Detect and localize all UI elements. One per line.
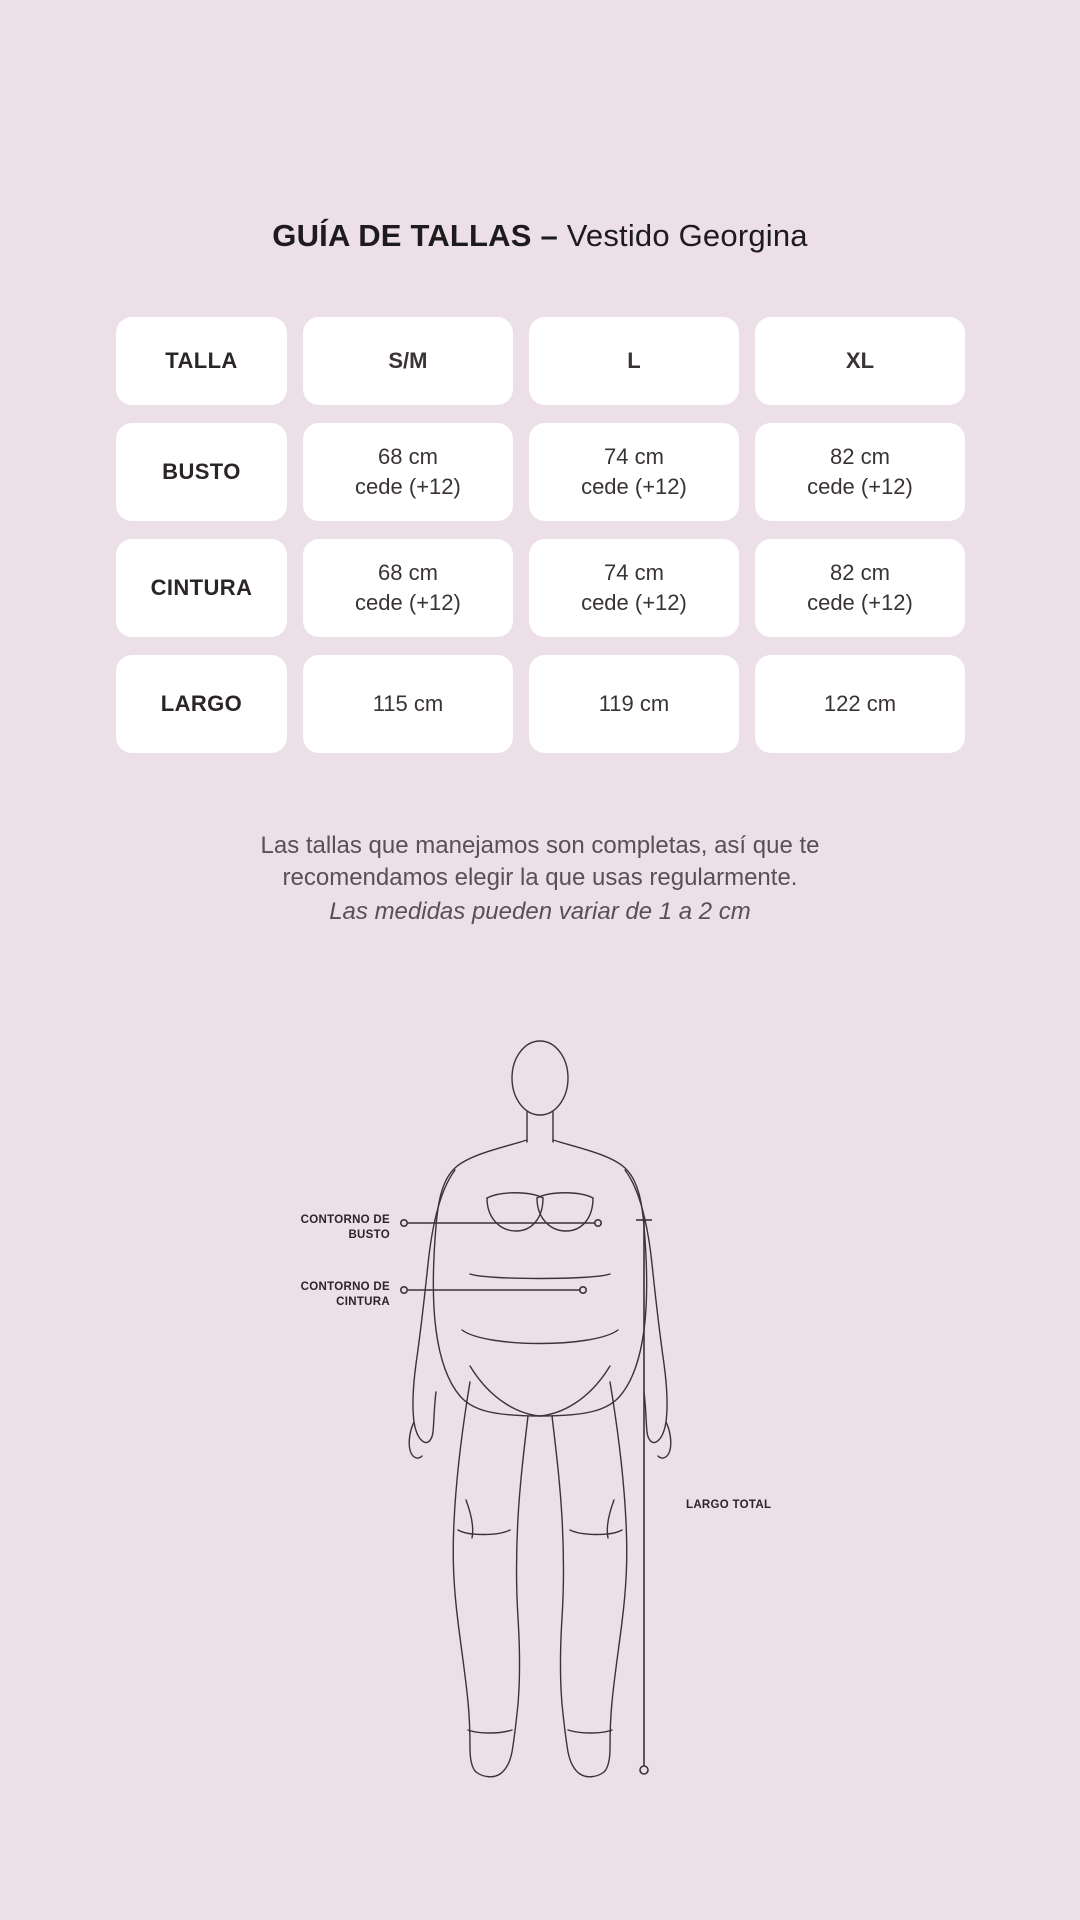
size-note	[0, 830, 1080, 928]
table-header-size-sm: S/M	[303, 317, 513, 405]
figure-foot-left	[476, 1772, 500, 1777]
figure-ankle-right	[568, 1730, 612, 1733]
table-row-label-busto: BUSTO	[116, 423, 287, 521]
table-cell-busto-sm	[303, 423, 513, 521]
figure-knee-detail-left	[466, 1500, 473, 1538]
table-cell-value: 82 cm	[830, 444, 890, 470]
figure-bust-line-right	[537, 1193, 593, 1198]
table-header-row	[116, 317, 965, 405]
figure-head	[512, 1041, 568, 1115]
label-waist-line2: CINTURA	[336, 1296, 390, 1308]
figure-bust-line-left	[487, 1193, 543, 1198]
table-cell-note: cede (+12)	[355, 474, 461, 499]
table-header-size-xl: XL	[755, 317, 965, 405]
table-cell-note: cede (+12)	[581, 590, 687, 615]
table-row	[116, 539, 965, 637]
table-cell-value: 74 cm	[604, 444, 664, 470]
table-cell-largo-sm: 115 cm	[303, 655, 513, 753]
figure-bust-right	[537, 1198, 593, 1231]
table-row-label-largo: LARGO	[116, 655, 287, 753]
waist-leader-dot-left	[401, 1287, 407, 1293]
page-title-light: Vestido Georgina	[557, 218, 808, 253]
size-note-line2: recomendamos elegir la que usas regularmente.	[282, 863, 798, 891]
table-header-size-l: L	[529, 317, 739, 405]
label-bust-line2: BUSTO	[348, 1229, 390, 1241]
table-cell-busto-l	[529, 423, 739, 521]
table-cell-note: cede (+12)	[807, 474, 913, 499]
page-title	[0, 218, 1080, 254]
label-waist-line1: CONTORNO DE	[300, 1281, 390, 1293]
page-title-strong: GUÍA DE TALLAS –	[272, 218, 558, 253]
table-row-label-cintura: CINTURA	[116, 539, 287, 637]
table-row	[116, 655, 965, 753]
bust-leader-dot-right	[595, 1220, 601, 1226]
figure-briefs	[470, 1366, 610, 1416]
table-cell-value: 82 cm	[830, 560, 890, 586]
length-leader-dot-bottom	[640, 1766, 648, 1774]
table-row	[116, 423, 965, 521]
figure-knee-detail-right	[607, 1500, 614, 1538]
table-cell-value: 74 cm	[604, 560, 664, 586]
table-cell-note: cede (+12)	[355, 590, 461, 615]
figure-bust-left	[487, 1198, 543, 1231]
label-bust-line1: CONTORNO DE	[300, 1214, 390, 1226]
figure-ankle-left	[468, 1730, 512, 1733]
figure-hip-line	[462, 1330, 618, 1344]
figure-knee-left	[458, 1530, 510, 1535]
table-cell-cintura-l	[529, 539, 739, 637]
table-cell-note: cede (+12)	[581, 474, 687, 499]
table-cell-note: cede (+12)	[807, 590, 913, 615]
table-cell-largo-xl: 122 cm	[755, 655, 965, 753]
figure-waist-line	[470, 1274, 610, 1279]
table-cell-cintura-sm	[303, 539, 513, 637]
table-cell-value: 68 cm	[377, 560, 438, 586]
figure-leg-right-inner	[552, 1416, 580, 1774]
figure-foot-right	[580, 1772, 604, 1777]
figure-leg-right-outer	[604, 1382, 627, 1772]
label-total-length: LARGO TOTAL	[686, 1499, 772, 1511]
figure-neck	[527, 1112, 553, 1142]
figure-knee-right	[570, 1530, 622, 1535]
figure-measure-lines	[401, 1220, 652, 1774]
size-table	[116, 317, 965, 753]
size-note-italic: Las medidas pueden variar de 1 a 2 cm	[329, 897, 751, 925]
size-note-line1: Las tallas que manejamos son completas, así que te	[260, 832, 820, 859]
table-cell-value: 68 cm	[377, 444, 438, 470]
figure-leg-left-inner	[500, 1416, 528, 1774]
measurement-figure	[0, 1030, 1080, 1820]
table-cell-largo-l: 119 cm	[529, 655, 739, 753]
bust-leader-dot-left	[401, 1220, 407, 1226]
table-cell-busto-xl	[755, 423, 965, 521]
table-header-talla: TALLA	[116, 317, 287, 405]
waist-leader-dot-right	[580, 1287, 586, 1293]
table-cell-cintura-xl	[755, 539, 965, 637]
figure-leg-left-outer	[453, 1382, 476, 1772]
